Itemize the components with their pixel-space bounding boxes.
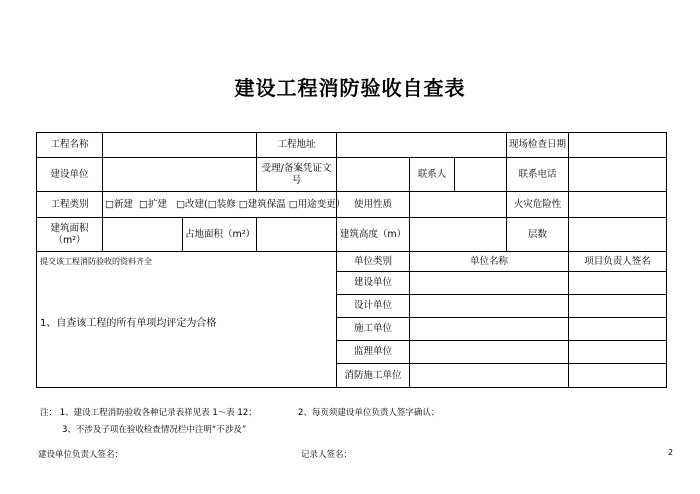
contact-field[interactable] xyxy=(455,158,507,192)
unit-signature-field[interactable] xyxy=(569,318,667,341)
type-option-new[interactable]: □新建 xyxy=(105,198,133,210)
project-type-options xyxy=(103,192,346,218)
owner-signature-label: 建设单位负责人签名： xyxy=(38,450,124,460)
label-receipt-no: 受理/备案凭证文号 xyxy=(257,158,337,192)
label-project-name: 工程名称 xyxy=(37,133,103,158)
label-contact: 联系人 xyxy=(410,158,455,192)
land-area-field[interactable] xyxy=(257,218,337,252)
label-project-address: 工程地址 xyxy=(257,133,337,158)
page-number: 2 xyxy=(668,448,674,457)
unit-row-label: 施工单位 xyxy=(337,318,410,341)
inspection-date-field[interactable] xyxy=(569,133,667,158)
fire-risk-field[interactable] xyxy=(569,192,667,218)
self-check-statement xyxy=(37,252,337,388)
type-option-rebuild[interactable]: □改建( xyxy=(176,198,208,210)
label-phone: 联系电话 xyxy=(507,158,569,192)
label-building-area: 建筑面积（m²） xyxy=(37,218,103,252)
unit-header-name: 单位名称 xyxy=(410,252,569,272)
label-use-nature: 使用性质 xyxy=(337,192,410,218)
self-check-form xyxy=(36,132,667,388)
label-project-type: 工程类别 xyxy=(37,192,103,218)
project-name-field[interactable] xyxy=(103,133,257,158)
building-area-field[interactable] xyxy=(103,218,183,252)
type-option-insulation[interactable]: □建筑保温 xyxy=(238,198,286,210)
label-land-area: 占地面积（m²） xyxy=(183,218,257,252)
materials-complete-note: 提交该工程消防验收的资料齐全 xyxy=(40,257,152,266)
type-option-use-change[interactable]: □用途变更） xyxy=(288,198,346,210)
self-check-conclusion: 1、自查该工程的所有单项均评定为合格 xyxy=(40,318,217,329)
page-title: 建设工程消防验收自查表 xyxy=(234,76,466,100)
floors-field[interactable] xyxy=(569,218,667,252)
receipt-no-field[interactable] xyxy=(337,158,410,192)
unit-header-signature: 项目负责人签名 xyxy=(569,252,667,272)
unit-name-field[interactable] xyxy=(410,364,569,388)
unit-signature-field[interactable] xyxy=(569,272,667,295)
unit-header-category: 单位类别 xyxy=(337,252,410,272)
label-construction-unit: 建设单位 xyxy=(37,158,103,192)
use-nature-field[interactable] xyxy=(410,192,507,218)
phone-field[interactable] xyxy=(569,158,667,192)
unit-row-label: 设计单位 xyxy=(337,295,410,318)
footnote-1: 注： 1、建设工程消防验收各种记录表祥见表 1～表 12； xyxy=(40,408,257,418)
label-building-height: 建筑高度（m） xyxy=(337,218,410,252)
unit-name-field[interactable] xyxy=(410,341,569,364)
unit-row-label: 监理单位 xyxy=(337,341,410,364)
building-height-field[interactable] xyxy=(410,218,507,252)
unit-signature-field[interactable] xyxy=(569,341,667,364)
recorder-signature-label: 记录人签名： xyxy=(301,450,353,460)
unit-row-label: 消防施工单位 xyxy=(337,364,410,388)
label-fire-risk: 火灾危险性 xyxy=(507,192,569,218)
unit-name-field[interactable] xyxy=(410,318,569,341)
type-option-expand[interactable]: □扩建 xyxy=(139,198,168,210)
unit-signature-field[interactable] xyxy=(569,295,667,318)
label-floors: 层数 xyxy=(507,218,569,252)
type-option-decoration[interactable]: □装修 xyxy=(207,198,236,210)
footnote-3: 3、不涉及子项在验收检查情况栏中注明“不涉及” xyxy=(62,425,247,435)
footnote-2: 2、每页须建设单位负责人签字确认； xyxy=(298,408,440,418)
unit-signature-field[interactable] xyxy=(569,364,667,388)
unit-row-label: 建设单位 xyxy=(337,272,410,295)
unit-name-field[interactable] xyxy=(410,272,569,295)
unit-name-field[interactable] xyxy=(410,295,569,318)
label-inspection-date: 现场检查日期 xyxy=(507,133,569,158)
project-address-field[interactable] xyxy=(337,133,507,158)
construction-unit-field[interactable] xyxy=(103,158,257,192)
